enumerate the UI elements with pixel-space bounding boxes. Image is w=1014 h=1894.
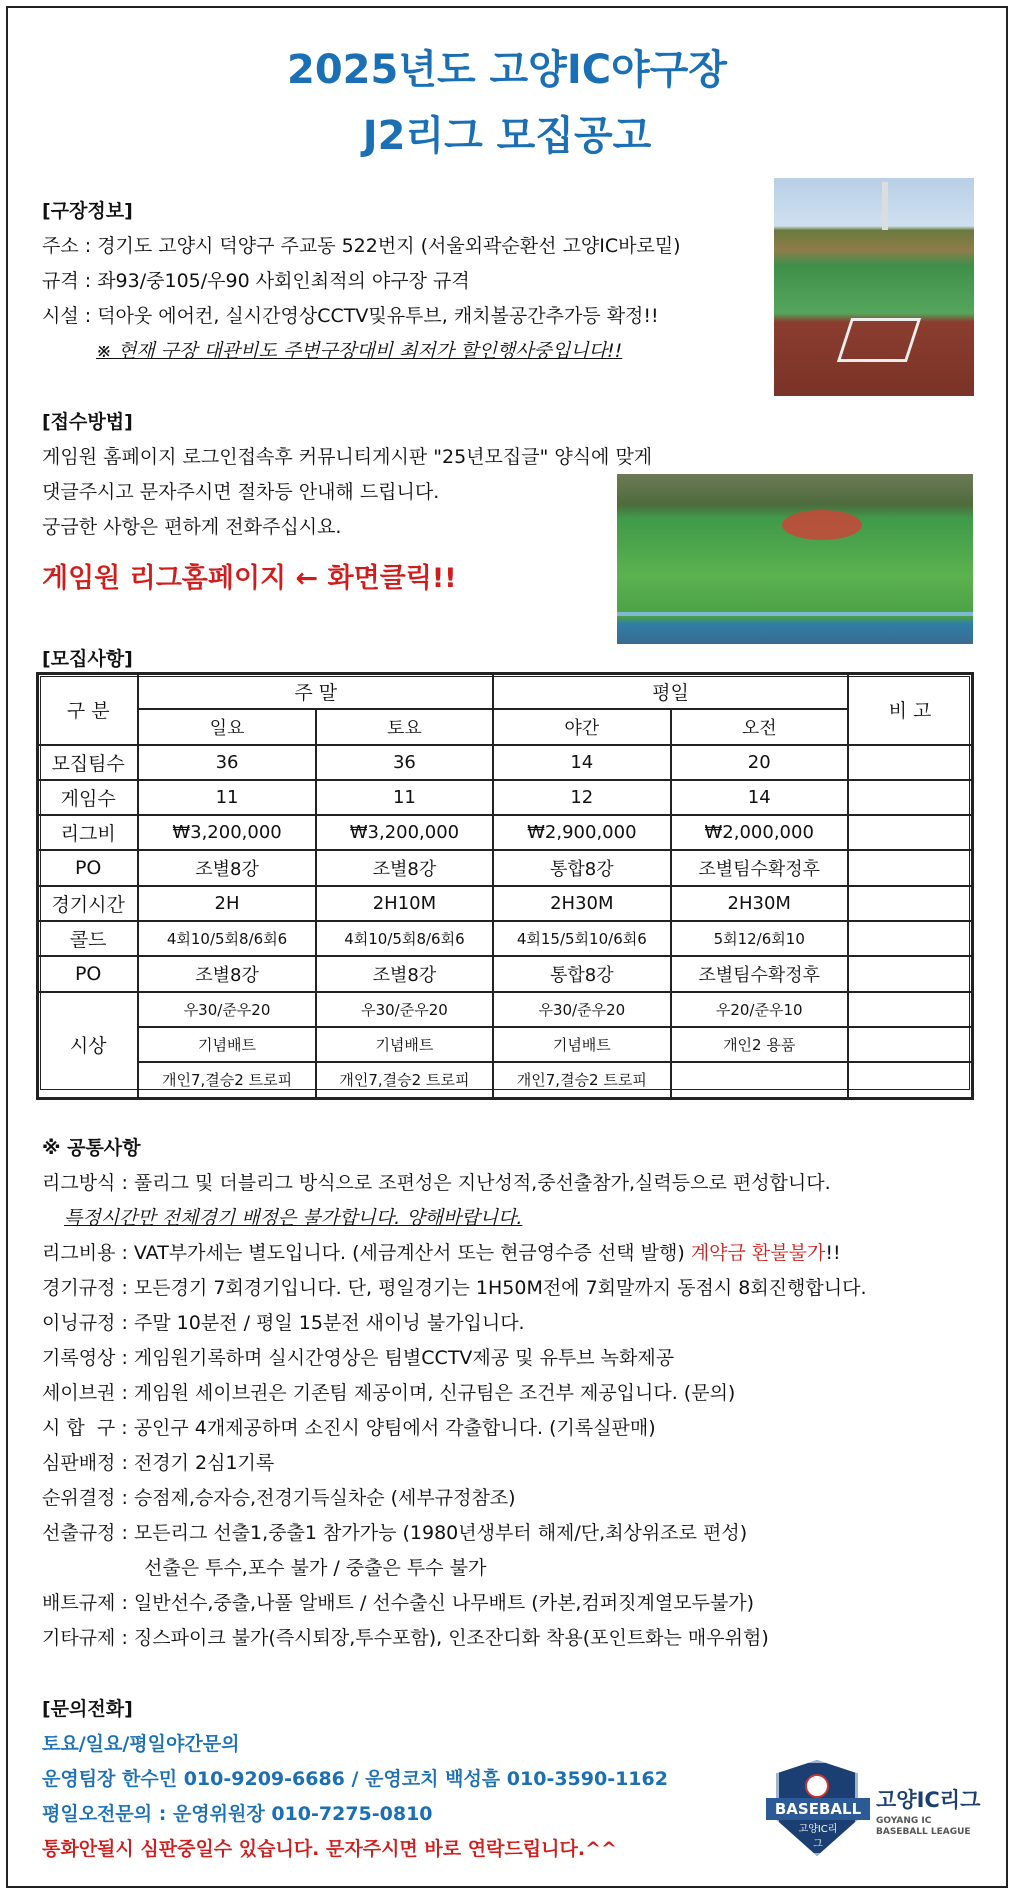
batters-box <box>837 318 921 362</box>
row-label: 시상 <box>38 992 138 1098</box>
common-save: 세이브권 : 게임원 세이브권은 기존팀 제공이며, 신규팀은 조건부 제공입니다. (문의) <box>42 1382 736 1404</box>
table-cell: 4회10/5회8/6회6 <box>138 921 315 956</box>
common-fee-suffix: !! <box>825 1242 841 1264</box>
table-cell: 12 <box>493 780 670 815</box>
facility-spec: 규격 : 좌93/중105/우90 사회인최적의 야구장 규격 <box>42 270 470 292</box>
common-elite2: 선출은 투수,포수 불가 / 중출은 투수 불가 <box>144 1557 487 1579</box>
award-cell: 기념배트 <box>493 1027 670 1062</box>
header-division: 구 분 <box>38 674 138 745</box>
apply-line3: 궁금한 사항은 편하게 전화주십시요. <box>42 516 342 538</box>
table-row <box>38 815 972 850</box>
table-cell: 조별8강 <box>316 956 493 991</box>
table-row <box>38 1062 972 1097</box>
award-cell: 개인2 용품 <box>671 1027 848 1062</box>
table-cell: 36 <box>138 745 315 780</box>
award-cell: 기념배트 <box>316 1027 493 1062</box>
ballpark-photo-infield <box>774 178 974 396</box>
table-row <box>38 1027 972 1062</box>
league-homepage-link[interactable]: 게임원 리그홈페이지 ← 화면클릭!! <box>42 563 457 594</box>
row-label: 게임수 <box>38 780 138 815</box>
row-label: PO <box>38 850 138 885</box>
header-remarks: 비 고 <box>848 674 972 745</box>
row-label: PO <box>38 956 138 991</box>
award-cell: 우30/준우20 <box>138 992 315 1027</box>
common-fee-text: 리그비용 : VAT부가세는 별도입니다. (세금계산서 또는 현금영수증 선택 발행) <box>42 1242 691 1264</box>
common-fee <box>42 1238 841 1265</box>
logo-en-line1: GOYANG IC <box>876 1816 932 1826</box>
recruit-heading: [모집사항] <box>42 648 133 670</box>
common-inning-rule: 이닝규정 : 주말 10분전 / 평일 15분전 새이닝 불가입니다. <box>42 1312 525 1334</box>
outfield-fence <box>617 612 973 616</box>
table-cell: 조별8강 <box>138 956 315 991</box>
table-cell: 조별8강 <box>316 850 493 885</box>
contact-line2: 운영팀장 한수민 010-9209-6686 / 운영코치 백성흠 010-3590-1162 <box>42 1768 668 1790</box>
page-title-line1: 2025년도 고양IC야구장 <box>287 47 727 93</box>
common-video: 기록영상 : 게임원기록하며 실시간영상은 팀별CCTV제공 및 유투브 녹화제공 <box>42 1347 675 1369</box>
header-morning: 오전 <box>671 709 848 744</box>
common-bat: 배트규제 : 일반선수,중출,나풀 알배트 / 선수출신 나무배트 (카본,컴퍼짓계열모두불가) <box>42 1592 755 1614</box>
contact-line1: 토요/일요/평일야간문의 <box>42 1733 240 1755</box>
remarks-cell <box>848 780 972 815</box>
common-league-note: 특정시간만 전체경기 배정은 불가합니다. 양해바랍니다. <box>64 1207 523 1229</box>
common-umpire: 심판배정 : 전경기 2심1기록 <box>42 1452 275 1474</box>
common-heading: ※ 공통사항 <box>42 1137 141 1159</box>
table-cell: 통합8강 <box>493 956 670 991</box>
remarks-cell <box>848 992 972 1027</box>
recruit-table <box>36 672 974 1100</box>
header-weekend: 주 말 <box>138 674 493 709</box>
table-cell: ₩2,900,000 <box>493 815 670 850</box>
header-night: 야간 <box>493 709 670 744</box>
league-logo <box>776 1760 986 1860</box>
table-cell: 4회10/5회8/6회6 <box>316 921 493 956</box>
table-row <box>38 850 972 885</box>
table-row <box>38 886 972 921</box>
table-cell: 2H30M <box>671 886 848 921</box>
contact-line4: 통화안될시 심판중일수 있습니다. 문자주시면 바로 연락드립니다.^^ <box>42 1838 617 1860</box>
table-cell: ₩2,000,000 <box>671 815 848 850</box>
remarks-cell <box>848 886 972 921</box>
logo-banner: BASEBALL <box>766 1798 870 1820</box>
row-label: 콜드 <box>38 921 138 956</box>
ballpark-photo-aerial <box>617 474 973 644</box>
table-cell: 36 <box>316 745 493 780</box>
remarks-cell <box>848 956 972 991</box>
award-cell: 우30/준우20 <box>316 992 493 1027</box>
table-cell: 14 <box>493 745 670 780</box>
header-saturday: 토요 <box>316 709 493 744</box>
remarks-cell <box>848 850 972 885</box>
row-label: 경기시간 <box>38 886 138 921</box>
table-row <box>38 780 972 815</box>
facility-heading: [구장정보] <box>42 200 133 222</box>
remarks-cell <box>848 1027 972 1062</box>
award-cell: 개인7,결승2 트로피 <box>316 1062 493 1097</box>
common-fee-nonrefundable: 계약금 환불불가 <box>690 1242 826 1264</box>
table-cell: 5회12/6회10 <box>671 921 848 956</box>
row-label: 모집팀수 <box>38 745 138 780</box>
award-cell: 개인7,결승2 트로피 <box>493 1062 670 1097</box>
table-row <box>38 745 972 780</box>
table-row <box>38 956 972 991</box>
award-cell: 우30/준우20 <box>493 992 670 1027</box>
common-ball: 시 합 구 : 공인구 4개제공하며 소진시 양팀에서 각출합니다. (기록실판매) <box>42 1417 656 1439</box>
remarks-cell <box>848 1062 972 1097</box>
logo-sub: 고양IC리그 <box>798 1824 838 1850</box>
baseball-icon <box>805 1774 829 1798</box>
table-cell: 통합8강 <box>493 850 670 885</box>
apply-line2: 댓글주시고 문자주시면 절차등 안내해 드립니다. <box>42 481 440 503</box>
header-weekday: 평일 <box>493 674 848 709</box>
infield-dirt <box>782 510 862 540</box>
facility-address: 주소 : 경기도 고양시 덕양구 주교동 522번지 (서울외곽순환선 고양IC바로밑) <box>42 235 681 257</box>
table-cell: 조별팀수확정후 <box>671 850 848 885</box>
table-cell: 2H30M <box>493 886 670 921</box>
logo-name: 고양IC리그 <box>876 1788 981 1812</box>
row-label: 리그비 <box>38 815 138 850</box>
table-cell: 4회15/5회10/6회6 <box>493 921 670 956</box>
table-row <box>38 992 972 1027</box>
common-elite: 선출규정 : 모든리그 선출1,중출1 참가가능 (1980년생부터 해제/단,최상위조로 편성) <box>42 1522 748 1544</box>
table-cell: 조별8강 <box>138 850 315 885</box>
common-other: 기타규제 : 징스파이크 불가(즉시퇴장,투수포함), 인조잔디화 착용(포인트화는 매우위험) <box>42 1627 769 1649</box>
contact-heading: [문의전화] <box>42 1698 133 1720</box>
award-cell: 우20/준우10 <box>671 992 848 1027</box>
remarks-cell <box>848 745 972 780</box>
table-cell: ₩3,200,000 <box>316 815 493 850</box>
table-row <box>38 921 972 956</box>
award-cell: 개인7,결승2 트로피 <box>138 1062 315 1097</box>
table-cell: 14 <box>671 780 848 815</box>
common-game-rule: 경기규정 : 모든경기 7회경기입니다. 단, 평일경기는 1H50M전에 7회말까지 동점시 8회진행합니다. <box>42 1277 867 1299</box>
facility-discount-note: ※ 현재 구장 대관비도 주변구장대비 최저가 할인행사중입니다!! <box>96 340 623 362</box>
common-league-method: 리그방식 : 풀리그 및 더블리그 방식으로 조편성은 지난성적,중선출참가,실력등으로 편성합니다. <box>42 1172 831 1194</box>
light-tower <box>882 182 888 230</box>
header-sunday: 일요 <box>138 709 315 744</box>
contact-line3: 평일오전문의 : 운영위원장 010-7275-0810 <box>42 1803 433 1825</box>
table-cell: 11 <box>316 780 493 815</box>
table-cell: 11 <box>138 780 315 815</box>
remarks-cell <box>848 921 972 956</box>
logo-en-line2: BASEBALL LEAGUE <box>876 1827 971 1837</box>
apply-heading: [접수방법] <box>42 411 133 433</box>
table-cell: 2H <box>138 886 315 921</box>
table-cell: 20 <box>671 745 848 780</box>
award-cell: 기념배트 <box>138 1027 315 1062</box>
page-title-line2: J2리그 모집공고 <box>362 113 652 159</box>
table-cell: 조별팀수확정후 <box>671 956 848 991</box>
apply-line1: 게임원 홈페이지 로그인접속후 커뮤니티게시판 "25년모집글" 양식에 맞게 <box>42 446 653 468</box>
common-ranking: 순위결정 : 승점제,승자승,전경기득실차순 (세부규정참조) <box>42 1487 516 1509</box>
table-cell: ₩3,200,000 <box>138 815 315 850</box>
award-cell <box>671 1062 848 1097</box>
logo-english <box>876 1816 971 1838</box>
facility-amenities: 시설 : 덕아웃 에어컨, 실시간영상CCTV및유투브, 캐치볼공간추가등 확정!! <box>42 305 659 327</box>
table-cell: 2H10M <box>316 886 493 921</box>
remarks-cell <box>848 815 972 850</box>
